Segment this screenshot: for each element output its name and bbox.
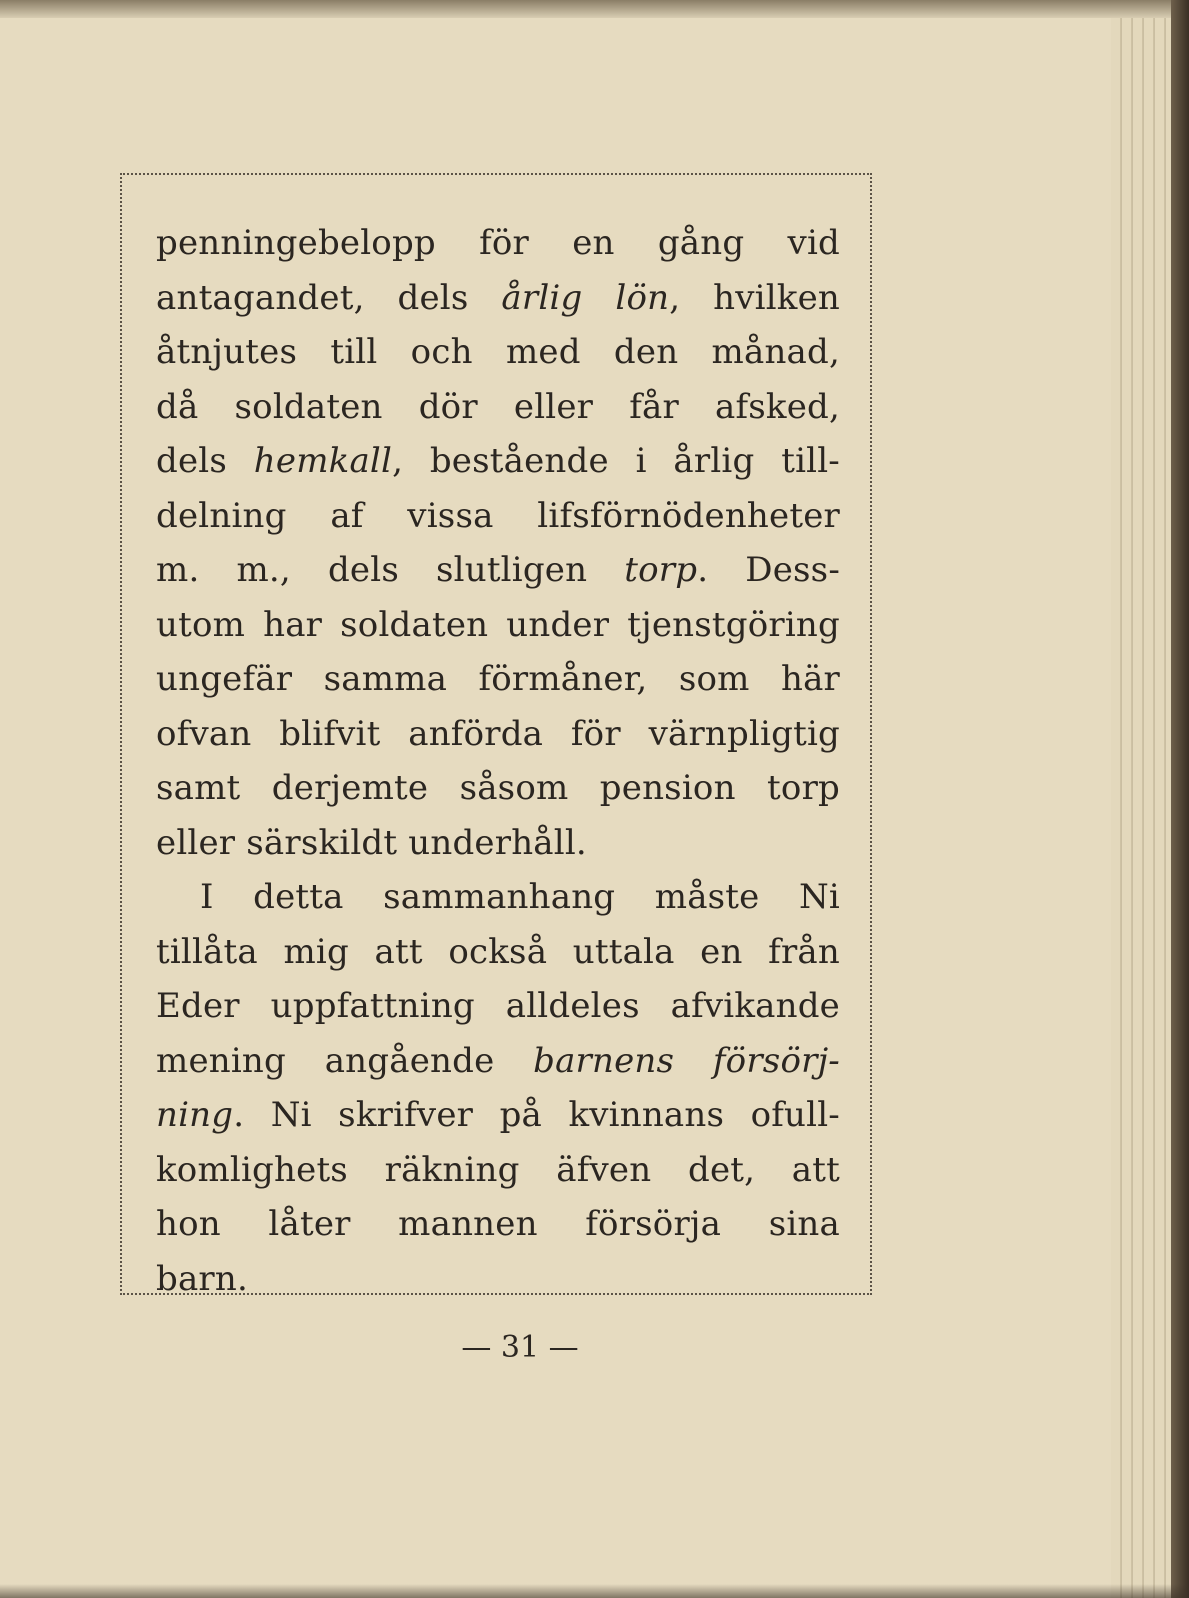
text-run: Eder uppfattning alldeles afvikande — [156, 986, 840, 1026]
text-run: barn. — [156, 1258, 248, 1299]
page-bottom-shadow — [0, 1584, 1189, 1598]
text-run: ofvan blifvit anförda för värnpligtig — [156, 713, 840, 754]
text-run: m. m., dels slutligen — [156, 550, 625, 590]
italic-term: hemkall — [253, 441, 393, 481]
text-run: . Ni skrifver på kvinnans ofull- — [233, 1095, 840, 1135]
text-run: mening angående — [156, 1040, 534, 1081]
text-run: penningebelopp för en gång vid — [156, 223, 840, 263]
italic-term: ning — [156, 1095, 234, 1135]
text-run: hon låter mannen försörja sina — [156, 1204, 840, 1244]
text-run: , hvilken — [669, 277, 841, 318]
text-line — [156, 816, 840, 871]
book-cover-edge — [1171, 0, 1189, 1598]
text-line — [156, 979, 840, 1034]
text-line — [156, 761, 840, 816]
text-run: delning af vissa lifsförnödenheter — [156, 495, 840, 536]
text-line — [156, 216, 840, 271]
text-line — [156, 707, 840, 762]
text-line — [156, 1143, 840, 1198]
text-run: tillåta mig att också uttala en från — [156, 931, 840, 972]
text-run: I detta sammanhang måste Ni — [200, 877, 840, 917]
text-line — [156, 598, 840, 653]
text-run: åtnjutes till och med den månad, — [156, 332, 840, 372]
italic-term: torp — [624, 550, 698, 590]
text-line — [156, 543, 840, 598]
text-line — [156, 434, 840, 489]
italic-term: barnens försörj- — [533, 1040, 840, 1081]
text-run: ungefär samma förmåner, som här — [156, 659, 840, 699]
text-run: utom har soldaten under tjenstgöring — [156, 604, 840, 645]
text-line — [156, 271, 840, 326]
body-text — [156, 216, 840, 1306]
text-line — [156, 652, 840, 707]
italic-term: årlig lön — [501, 277, 670, 318]
text-line — [156, 1088, 840, 1143]
text-run: eller särskildt underhåll. — [156, 822, 587, 863]
text-run: . Dess- — [697, 550, 841, 590]
text-line — [156, 380, 840, 435]
text-line — [156, 1252, 840, 1307]
page-number: — 31 — — [461, 1330, 579, 1365]
text-run: , bestående i årlig till- — [392, 441, 840, 481]
text-line — [156, 325, 840, 380]
text-run: då soldaten dör eller får afsked, — [156, 386, 840, 427]
text-line — [156, 925, 840, 980]
text-run: dels — [156, 441, 254, 481]
text-run: samt derjemte såsom pension torp — [156, 768, 840, 808]
text-run: komlighets räkning äfven det, att — [156, 1149, 840, 1190]
text-line — [156, 1034, 840, 1089]
text-line — [156, 489, 840, 544]
book-top-edge — [0, 0, 1189, 18]
text-run: antagandet, dels — [156, 277, 502, 318]
text-line — [156, 1197, 840, 1252]
text-line — [156, 870, 840, 925]
